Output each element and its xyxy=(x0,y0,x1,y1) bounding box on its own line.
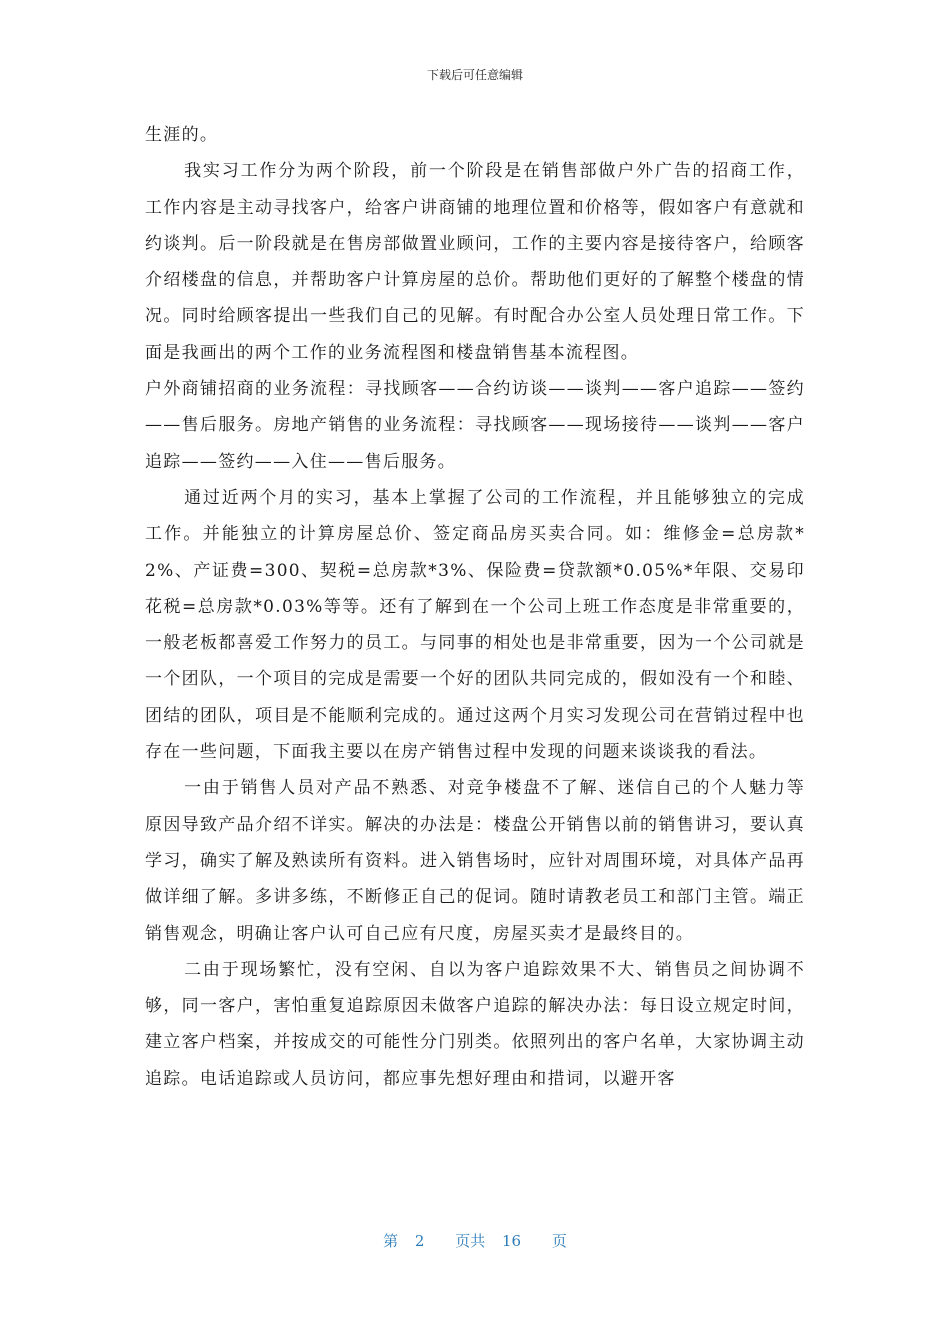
document-body xyxy=(145,117,805,1097)
paragraph-problem-two: 二由于现场繁忙，没有空闲、自以为客户追踪效果不大、销售员之间协调不够，同一客户，害怕重复追踪原因未做客户追踪的解决办法：每日设立规定时间，建立客户档案，并按成交的可能性分门别类。依照列出的客户名单，大家协调主动追踪。电话追踪或人员访问，都应事先想好理由和措词，以避开客 xyxy=(145,959,805,1089)
footer-current-page: 2 xyxy=(414,1232,425,1250)
footer-label-ye-gong: 页共 xyxy=(455,1232,486,1250)
footer-label-di: 第 xyxy=(383,1232,399,1250)
footer-label-ye: 页 xyxy=(551,1232,567,1250)
paragraph-summary: 通过近两个月的实习，基本上掌握了公司的工作流程，并且能够独立的完成工作。并能独立的计算房屋总价、签定商品房买卖合同。如：维修金=总房款*2%、产证费=300、契税=总房款*3%、保险费=贷款额*0.05%*年限、交易印花税=总房款*0.03%等等。还有了解到在一个公司上班工作态度是非常重要的，一般老板都喜爱工作努力的员工。与同事的相处也是非常重要，因为一个公司就是一个团队，一个项目的完成是需要一个好的团队共同完成的，假如没有一个和睦、团结的团队，项目是不能顺利完成的。通过这两个月实习发现公司在营销过程中也存在一些问题，下面我主要以在房产销售过程中发现的问题来谈谈我的看法。 xyxy=(145,487,805,763)
page-header: 下载后可任意编辑 xyxy=(426,68,523,82)
footer-total-pages: 16 xyxy=(502,1232,522,1250)
page-footer xyxy=(0,1230,950,1251)
paragraph-business-flow: 户外商铺招商的业务流程：寻找顾客——合约访谈——谈判——客户追踪——签约——售后服务。房地产销售的业务流程：寻找顾客——现场接待——谈判——客户追踪——签约——入住——售后服务。 xyxy=(145,379,805,472)
paragraph-continuation: 生涯的。 xyxy=(145,125,219,145)
paragraph-internship-stages: 我实习工作分为两个阶段，前一个阶段是在销售部做户外广告的招商工作，工作内容是主动寻找客户，给客户讲商铺的地理位置和价格等，假如客户有意就和约谈判。后一阶段就是在售房部做置业顾问，工作的主要内容是接待客户，给顾客介绍楼盘的信息，并帮助客户计算房屋的总价。帮助他们更好的了解整个楼盘的情况。同时给顾客提出一些我们自己的见解。有时配合办公室人员处理日常工作。下面是我画出的两个工作的业务流程图和楼盘销售基本流程图。 xyxy=(145,161,805,363)
paragraph-problem-one: 一由于销售人员对产品不熟悉、对竞争楼盘不了解、迷信自己的个人魅力等原因导致产品介绍不详实。解决的办法是：楼盘公开销售以前的销售讲习，要认真学习，确实了解及熟读所有资料。进入销售场时，应针对周围环境，对具体产品再做详细了解。多讲多练，不断修正自己的促词。随时请教老员工和部门主管。端正销售观念，明确让客户认可自己应有尺度，房屋买卖才是最终目的。 xyxy=(145,778,805,944)
